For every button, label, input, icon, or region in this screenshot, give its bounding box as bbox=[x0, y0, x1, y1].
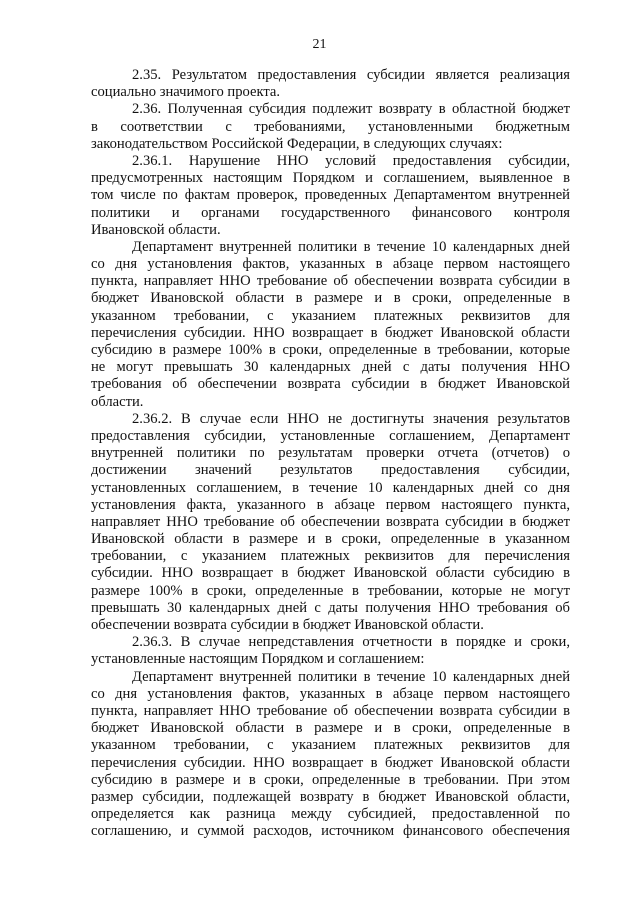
document-body bbox=[91, 67, 570, 840]
text-line: Ивановской области в размере и в сроки, определенные в указанном bbox=[91, 531, 570, 548]
text-line: соглашению, и суммой расходов, источником финансового обеспечения bbox=[91, 823, 570, 840]
text-line: 2.36. Полученная субсидия подлежит возврату в областной бюджет bbox=[132, 101, 570, 118]
text-line: указанном требовании, с указанием платежных реквизитов для bbox=[91, 737, 570, 754]
paragraph-p-dept-2 bbox=[91, 669, 570, 841]
text-line: 2.35. Результатом предоставления субсидии является реализация bbox=[132, 67, 570, 83]
text-line: определяется как разница между субсидией, предоставленной по bbox=[91, 806, 570, 823]
text-line: субсидии. ННО возвращает в бюджет Ивановской области субсидию в bbox=[91, 565, 570, 582]
text-line: Департамент внутренней политики в течение 10 календарных дней bbox=[132, 668, 570, 685]
paragraph-p-2-36-3 bbox=[91, 634, 570, 668]
text-line: размер субсидии, подлежащей возврату в бюджет Ивановской области, bbox=[91, 788, 570, 805]
text-line: не могут превышать 30 календарных дней с даты получения ННО bbox=[91, 359, 570, 376]
paragraph-p-2-35 bbox=[91, 67, 570, 101]
text-line: установленных соглашением, в течение 10 календарных дней со дня bbox=[91, 479, 570, 496]
paragraph-p-2-36-2 bbox=[91, 411, 570, 634]
text-line: Ивановской области. bbox=[91, 221, 221, 238]
paragraph-p-2-36 bbox=[91, 101, 570, 153]
text-line: установленные настоящим Порядком и соглашением: bbox=[91, 651, 425, 668]
paragraph-p-dept-1 bbox=[91, 239, 570, 411]
text-line: субсидию в размере и в сроки, определенные в требовании. При этом bbox=[91, 771, 570, 788]
text-line: законодательством Российской Федерации, в следующих случаях: bbox=[91, 135, 503, 152]
text-line: политики и органами государственного финансового контроля bbox=[91, 204, 570, 221]
text-line: бюджет Ивановской области в размере и в сроки, определенные в bbox=[91, 720, 570, 737]
text-line: требовании, с указанием платежных реквизитов для перечисления bbox=[91, 548, 570, 565]
text-line: в соответствии с требованиями, установленными бюджетным bbox=[91, 118, 570, 135]
text-line: субсидию в размере 100% в сроки, определенные в требовании, которые bbox=[91, 342, 570, 358]
text-line: 2.36.3. В случае непредставления отчетности в порядке и сроки, bbox=[132, 634, 570, 651]
text-line: указанном требовании, с указанием платежных реквизитов для bbox=[91, 307, 570, 324]
text-line: предусмотренных настоящим Порядком и соглашением, выявленное в bbox=[91, 170, 570, 187]
text-line: направляет ННО требование об обеспечении возврата субсидии в бюджет bbox=[91, 513, 570, 530]
paragraph-p-2-36-1 bbox=[91, 153, 570, 239]
text-line: требования об обеспечении возврата субсидии в бюджет Ивановской bbox=[91, 376, 570, 393]
text-line: 2.36.2. В случае если ННО не достигнуты значения результатов bbox=[132, 410, 570, 427]
text-line: превышать 30 календарных дней с даты получения ННО требования об bbox=[91, 599, 570, 616]
text-line: Департамент внутренней политики в течение 10 календарных дней bbox=[132, 238, 570, 255]
text-line: перечисления субсидии. ННО возвращает в бюджет Ивановской области bbox=[91, 754, 570, 771]
text-line: размере 100% в сроки, определенные в требовании, которые не могут bbox=[91, 582, 570, 599]
text-line: предоставления субсидии, установленные соглашением, Департамент bbox=[91, 427, 570, 444]
text-line: внутренней политики по результатам проверки отчета (отчетов) о bbox=[91, 445, 570, 462]
text-line: достижении значений результатов предоставления субсидии, bbox=[91, 462, 570, 479]
text-line: со дня установления фактов, указанных в абзаце первом настоящего bbox=[91, 685, 570, 702]
text-line: пункта, направляет ННО требование об обеспечении возврата субсидии в bbox=[91, 273, 570, 290]
text-line: обеспечении возврата субсидии в бюджет Ивановской области. bbox=[91, 617, 484, 633]
text-line: социально значимого проекта. bbox=[91, 84, 281, 101]
text-line: пункта, направляет ННО требование об обеспечении возврата субсидии в bbox=[91, 702, 570, 719]
text-line: 2.36.1. Нарушение ННО условий предоставления субсидии, bbox=[132, 152, 570, 169]
text-line: области. bbox=[91, 393, 144, 410]
text-line: бюджет Ивановской области в размере и в сроки, определенные в bbox=[91, 290, 570, 307]
text-line: том числе по фактам проверок, проведенных Департаментом внутренней bbox=[91, 187, 570, 204]
text-line: со дня установления фактов, указанных в абзаце первом настоящего bbox=[91, 256, 570, 273]
page-number: 21 bbox=[312, 37, 327, 52]
text-line: перечисления субсидии. ННО возвращает в бюджет Ивановской области bbox=[91, 324, 570, 341]
text-line: установления факта, указанного в абзаце первом настоящего пункта, bbox=[91, 496, 570, 513]
